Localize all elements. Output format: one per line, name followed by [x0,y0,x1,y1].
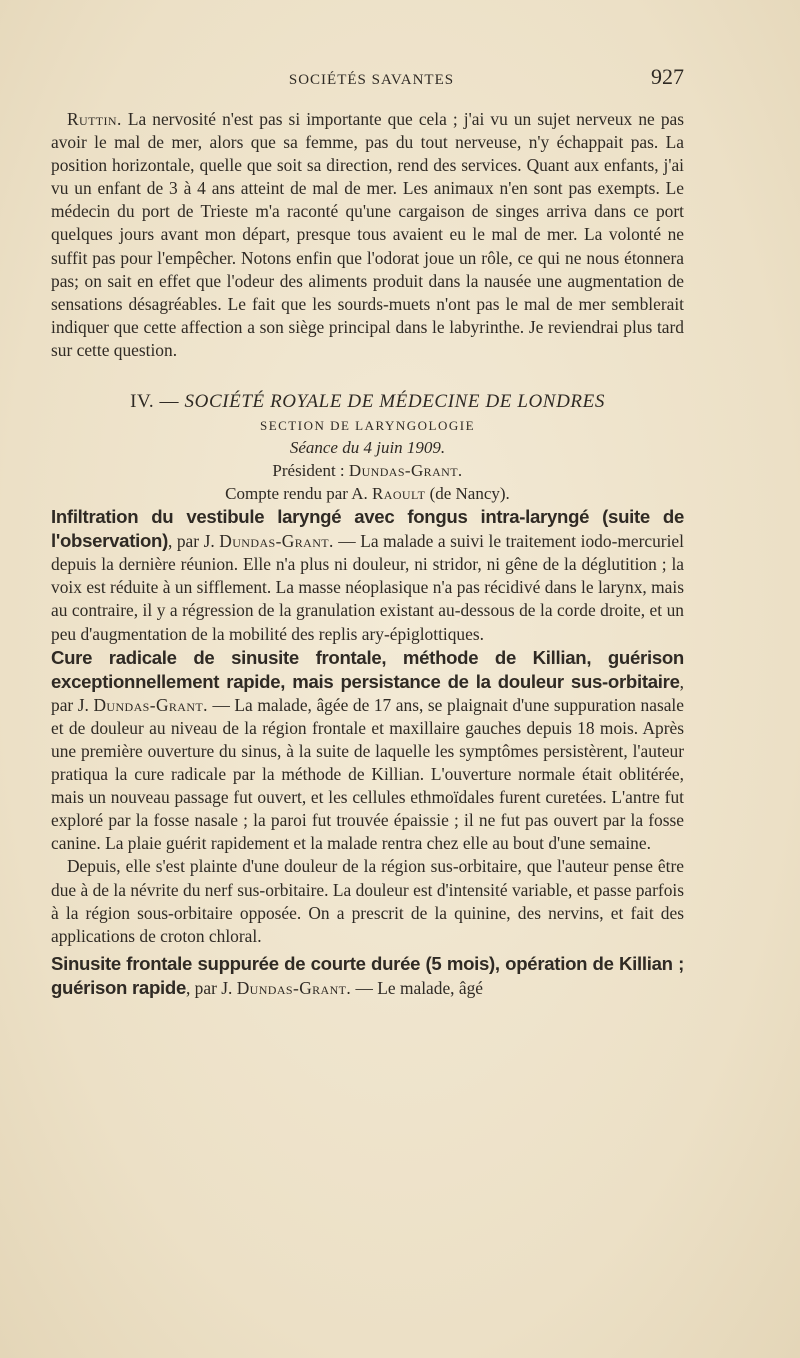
session-date: Séance du 4 juin 1909. [289,438,446,458]
paper-title: Sinusite frontale suppurée de courte durée (5 mois), opération de Killian ; guérison rapide [51,952,684,998]
speaker-name: Ruttin. [67,109,122,129]
paper-author: Dundas-Grant. [219,531,334,552]
body-text [51,108,684,1000]
paper-byline: , par J. [185,977,237,998]
president-label: Président : [272,461,349,481]
running-title: SOCIÉTÉS SAVANTES [288,72,455,88]
continuation-text: La nervosité n'est pas si importante que cela ; j'ai vu un sujet nerveux ne pas avoir le mal de mer, alors que sa femme, pas du tout nerveuse, n'y échappait pas. La position horizontale, quelle que soit sa direction, rend des services. Quant aux enfants, j'ai vu un enfant de 3 à 4 ans atteint de mal de mer. Les animaux n'en sont pas exempts. Le médecin du port de Trieste m'a raconté qu'une cargaison de singes arriva dans ce port quelques jours avant mon départ, presque tous avaient eu le mal de mer. La volonté ne suffit pas pour l'empêcher. Notons enfin que l'odorat joue un rôle, ce qui ne nous étonnera pas; on sait en effet que l'odeur des aliments produit dans la nausée une augmentation de sensations désagréables. Le fait que les sourds-muets n'ont pas le mal de mer semblerait indiquer que cette affection a son siège principal dans le labyrinthe. Je reviendrai plus tard sur cette question. [51,109,684,360]
paper-byline: , par J. [167,531,220,552]
section-number: IV. — [130,391,180,413]
paper-text: — La malade, âgée de 17 ans, se plaignait d'une suppuration nasale et de douleur au niveau de la région frontale et maxillaire gauches depuis 18 mois. Après une première ouverture du sinus, à la suite de laquelle les symptômes persistèrent, l'auteur pratiqua la cure radicale par la méthode de Killian. L'ouverture normale était oblitérée, mais un nouveau passage fut ouvert, et les cellules ethmoïdales furent curetées. L'antre fut exploré par la fosse nasale ; la paroi fut trouvée épaissie ; il ne fut pas ouvert par la fosse canine. La plaie guérit rapidement et la malade rentra chez elle au bout d'une semaine. [51,694,684,854]
continuation-paragraph [51,108,684,362]
section-header [51,389,684,505]
report-label: Compte rendu par A. [225,484,373,504]
report-author: Raoult [372,484,426,504]
paper-author: Dundas-Grant. [236,977,352,998]
paper-continuation-paragraph: Depuis, elle s'est plainte d'une douleur de la région sus-orbitaire, que l'auteur pense être due à de la névrite du nerf sus-orbitaire. La douleur est d'intensité variable, et passe parfois à la région sous-orbitaire opposée. On a prescrit de la quinine, des nervins, et fait des applications de croton chloral. [51,856,684,946]
paper-abstract [51,952,684,1000]
paper-title: Infiltration du vestibule laryngé avec fongus intra-laryngé (suite de l'observation) [51,506,684,552]
paper-text: — La malade a suivi le traitement iodo-mercuriel depuis la dernière réunion. Elle n'a plus ni douleur, ni stridor, ni gêne de la déglutition ; la voix est réduite à un sifflement. La masse néoplasique n'a pas récidivé dans le larynx, mais au contraire, il y a régression de la granulation existant au-dessous de la corde droite, et un peu d'augmentation de la mobilité des replis ary-épiglottiques. [51,531,684,644]
running-head [52,64,684,90]
paper-abstract [51,505,684,646]
paper-author: Dundas-Grant. [93,694,208,715]
paper-abstract [51,646,684,856]
paper-title: Cure radicale de sinusite frontale, méthode de Killian, guérison exceptionnellement rapide, mais persistance de la douleur sus-orbitaire [51,646,684,692]
president-line [51,459,684,482]
page-number: 927 [651,64,684,89]
report-line [51,482,684,505]
section-subtitle: SECTION DE LARYNGOLOGIE [259,418,476,434]
report-place: (de Nancy). [425,484,510,504]
paper-byline: , par J. [51,671,684,715]
paper-text: — Le malade, âgé [351,977,483,998]
president-name: Dundas-Grant. [348,461,463,481]
society-name: SOCIÉTÉ ROYALE DE MÉDECINE DE LONDRES [184,391,605,413]
section-heading [51,389,684,415]
